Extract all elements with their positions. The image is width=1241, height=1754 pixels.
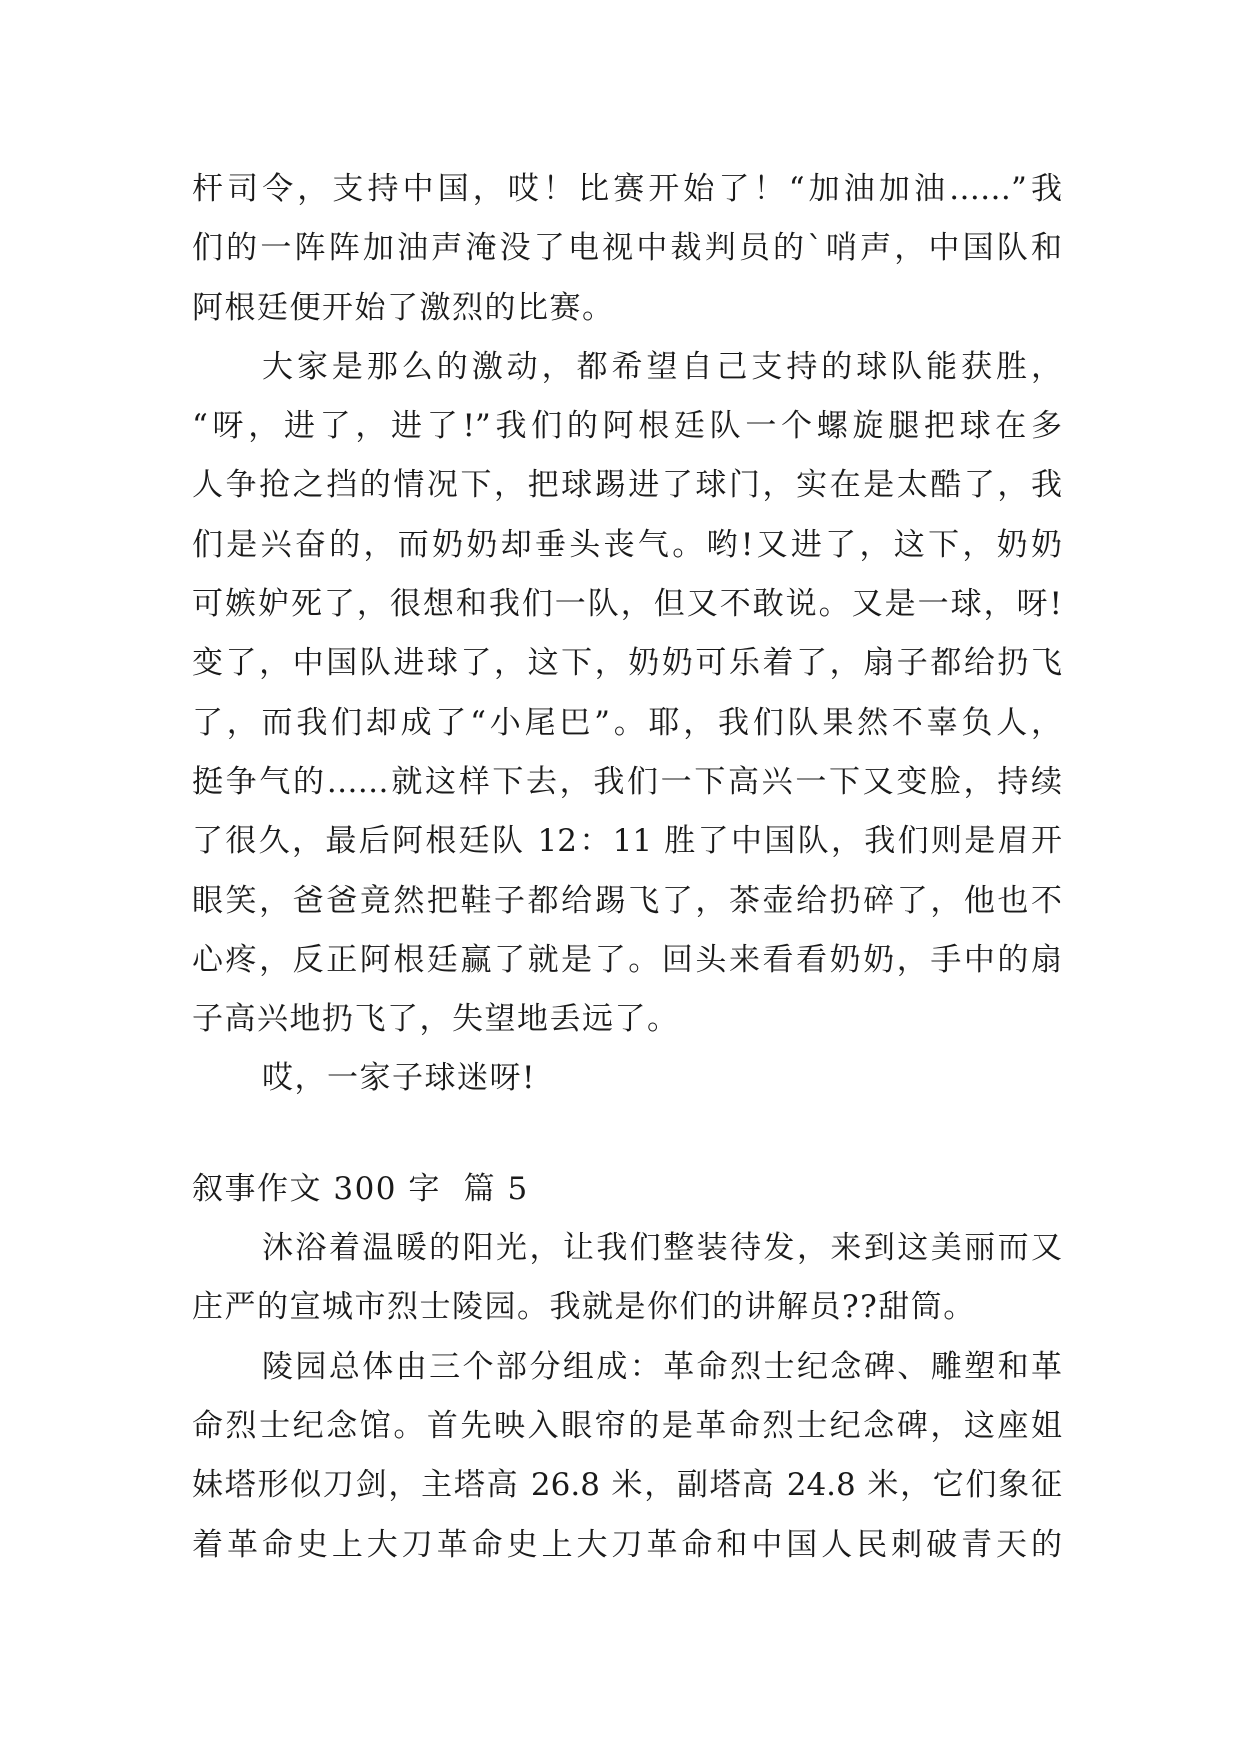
text-line: 心疼，反正阿根廷赢了就是了。回头来看看奶奶，手中的扇 <box>192 941 1062 978</box>
text-line: 着革命史上大刀革命史上大刀革命和中国人民刺破青天的 <box>192 1526 1062 1563</box>
text-line: 阿根廷便开始了激烈的比赛。 <box>192 289 615 326</box>
text-line: 们的一阵阵加油声淹没了电视中裁判员的`哨声，中国队和 <box>192 230 1062 267</box>
paragraph-first-line: 大家是那么的激动，都希望自己支持的球队能获胜， <box>262 348 1062 385</box>
text-line: 眼笑，爸爸竟然把鞋子都给踢飞了，茶壶给扔碎了，他也不 <box>192 882 1062 919</box>
text-line: 庄严的宣城市烈士陵园。我就是你们的讲解员??甜筒。 <box>192 1289 976 1326</box>
section-heading: 叙事作文 300 字 篇 5 <box>192 1170 529 1207</box>
text-line: 命烈士纪念馆。首先映入眼帘的是革命烈士纪念碑，这座姐 <box>192 1407 1062 1444</box>
text-line: 变了，中国队进球了，这下，奶奶可乐着了，扇子都给扔飞 <box>192 645 1062 682</box>
text-line: 子高兴地扔飞了，失望地丢远了。 <box>192 1001 680 1038</box>
text-line: 人争抢之挡的情况下，把球踢进了球门，实在是太酷了，我 <box>192 467 1062 504</box>
text-line: 们是兴奋的，而奶奶却垂头丧气。哟!又进了，这下，奶奶 <box>192 526 1062 563</box>
paragraph-first-line: 沐浴着温暖的阳光，让我们整装待发，来到这美丽而又 <box>262 1230 1062 1267</box>
text-line: 了很久，最后阿根廷队 12：11 胜了中国队，我们则是眉开 <box>192 823 1062 860</box>
paragraph-first-line: 陵园总体由三个部分组成：革命烈士纪念碑、雕塑和革 <box>262 1348 1062 1385</box>
document-page <box>192 160 1062 1575</box>
text-line: 了，而我们却成了“小尾巴”。耶，我们队果然不辜负人， <box>192 704 1062 741</box>
paragraph-first-line: 哎，一家子球迷呀! <box>262 1060 536 1097</box>
text-line: 妹塔形似刀剑，主塔高 26.8 米，副塔高 24.8 米，它们象征 <box>192 1467 1062 1504</box>
text-line: “呀，进了，进了!”我们的阿根廷队一个螺旋腿把球在多 <box>192 408 1062 445</box>
text-line: 挺争气的……就这样下去，我们一下高兴一下又变脸，持续 <box>192 763 1062 800</box>
text-line: 杆司令，支持中国，哎！比赛开始了！“加油加油……”我 <box>192 171 1062 207</box>
section-gap <box>192 1109 1062 1160</box>
text-line: 可嫉妒死了，很想和我们一队，但又不敢说。又是一球，呀! <box>192 586 1062 623</box>
